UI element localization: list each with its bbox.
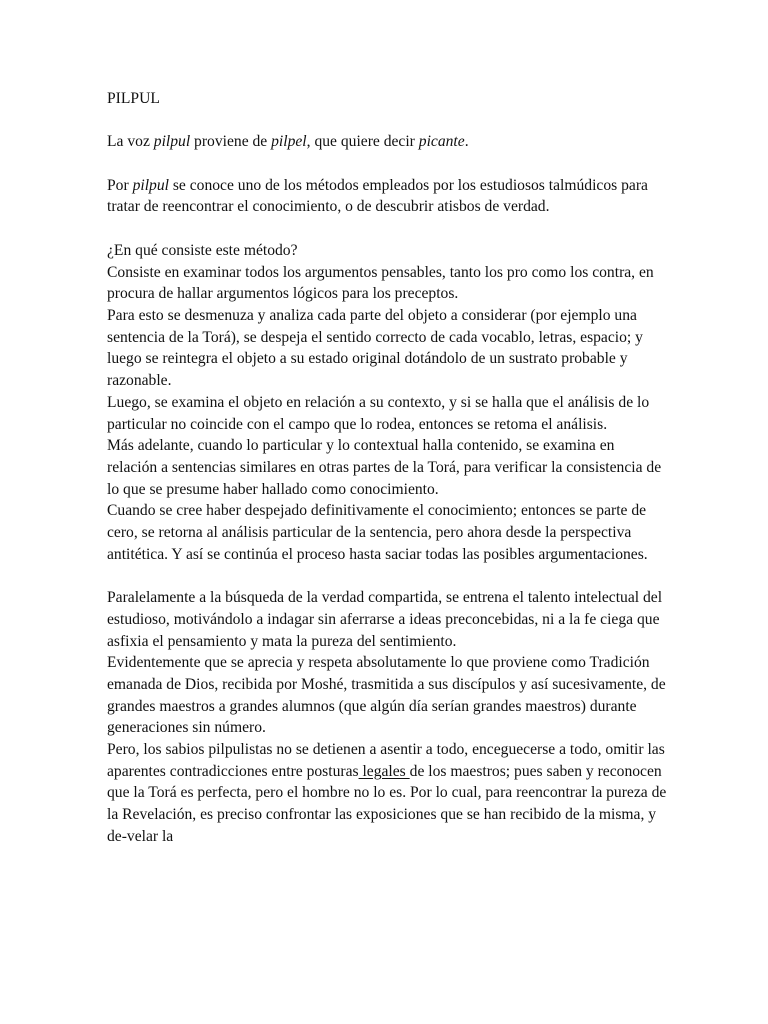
body-paragraph: Evidentemente que se aprecia y respeta absolutamente lo que proviene como Tradición emanada de Dios, recibida por Moshé, trasmitida a sus discípulos y así sucesivamente, de grandes maestros a grandes alumnos (que algún día serían grandes maestros) durante generaciones sin número. <box>107 654 666 737</box>
underlined-word-legales: legales <box>358 762 410 780</box>
intro-italic-pilpel: pilpel <box>271 133 307 151</box>
definition-text-1: Por <box>107 176 133 194</box>
method-paragraph: Consiste en examinar todos los argumentos pensables, tanto los pro como los contra, en procura de hallar argumentos lógicos para los preceptos. <box>107 263 654 303</box>
intro-text-4: . <box>464 133 469 151</box>
method-question: ¿En qué consiste este método? <box>107 241 298 259</box>
definition-text-2: se conoce uno de los métodos empleados por los estudiosos talmúdicos para tratar de reencontrar el conocimiento, o de descubrir atisbos de verdad. <box>107 176 648 216</box>
intro-text-2: proviene de <box>190 133 272 151</box>
method-paragraph: Para esto se desmenuza y analiza cada parte del objeto a considerar (por ejemplo una sentencia de la Torá), se despeja el sentido correcto de cada vocablo, letras, espacio; y luego se reintegra el objeto a su estado original dotándolo de un sustrato probable y razonable. <box>107 306 643 390</box>
body-paragraph: Paralelamente a la búsqueda de la verdad compartida, se entrena el talento intelectual del estudioso, motivándolo a indagar sin aferrarse a ideas preconcebidas, ni a la fe ciega que asfixia el pensamiento y mata la pureza del sentimiento. <box>107 589 663 650</box>
document-page <box>107 88 667 848</box>
body-paragraph <box>107 739 667 848</box>
intro-italic-picante: picante <box>418 133 465 151</box>
intro-text-3: , que quiere decir <box>306 133 419 151</box>
intro-paragraph <box>107 131 667 153</box>
intro-text-1: La voz <box>107 133 154 151</box>
last-paragraph-text-2: de los maestros; pues saben y reconocen que la Torá es perfecta, pero el hombre no lo es. Por lo cual, para reencontrar la pureza de la Revelación, es preciso confrontar las exposiciones que se han recibido de la misma, y de-velar la <box>107 762 667 845</box>
method-paragraph: Más adelante, cuando lo particular y lo contextual halla contenido, se examina en relación a sentencias similares en otras partes de la Torá, para verificar la consistencia de lo que se presume haber hallado como conocimiento. <box>107 437 662 498</box>
method-paragraph: Luego, se examina el objeto en relación a su contexto, y si se halla que el análisis de lo particular no coincide con el campo que lo rodea, entonces se retoma el análisis. <box>107 393 650 433</box>
document-title: PILPUL <box>107 90 160 107</box>
intro-italic-pilpul: pilpul <box>153 133 191 151</box>
definition-paragraph <box>107 175 667 218</box>
method-paragraph: Cuando se cree haber despejado definitivamente el conocimiento; entonces se parte de cero, se retorna al análisis particular de la sentencia, pero ahora desde la perspectiva antitética. Y así se continúa el proceso hasta saciar todas las posibles argumentaciones. <box>107 502 648 563</box>
last-paragraph-text-1: Pero, los sabios pilpulistas no se detienen a asentir a todo, enceguecerse a todo, omitir las aparentes contradicciones entre posturas <box>107 741 665 780</box>
definition-italic-pilpul: pilpul <box>132 176 169 194</box>
